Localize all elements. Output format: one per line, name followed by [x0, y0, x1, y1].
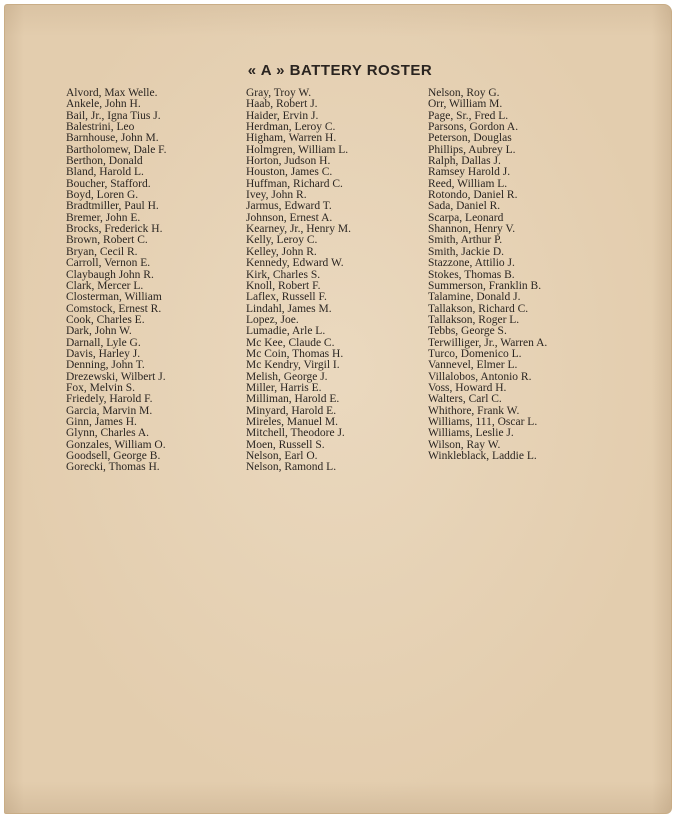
roster-entry: Gray, Troy W. [246, 87, 312, 99]
roster-entry: Higham, Warren H. [246, 132, 337, 145]
roster-entry: Rotondo, Daniel R. [428, 189, 518, 202]
roster-entry: Villalobos, Antonio R. [428, 370, 532, 383]
roster-column-3 [428, 88, 547, 462]
roster-entry: Ankele, John H. [66, 98, 141, 111]
roster-entry: Sada, Daniel R. [428, 200, 501, 213]
roster-entry: Darnall, Lyle G. [66, 336, 141, 349]
roster-entry: Kearney, Jr., Henry M. [246, 223, 351, 236]
roster-entry: Alvord, Max Welle. [66, 87, 158, 99]
roster-entry: Horton, Judson H. [246, 155, 331, 168]
roster-entry: Jarmus, Edward T. [246, 200, 332, 213]
roster-entry: Holmgren, William L. [246, 143, 349, 156]
roster-entry: Huffman, Richard C. [246, 177, 343, 190]
roster-entry: Milliman, Harold E. [246, 393, 340, 406]
roster-entry: Boyd, Loren G. [66, 189, 139, 202]
roster-entry: Bail, Jr., Igna Tius J. [66, 109, 161, 122]
roster-entry: Talamine, Donald J. [428, 291, 521, 304]
roster-entry: Mc Coin, Thomas H. [246, 347, 344, 360]
roster-entry: Mc Kendry, Virgil I. [246, 359, 340, 372]
roster-entry: Nelson, Earl O. [246, 450, 318, 462]
roster-entry: Bryan, Cecil R. [66, 245, 138, 258]
roster-entry: Balestrini, Leo [66, 121, 135, 134]
roster-entry: Carroll, Vernon E. [66, 257, 151, 270]
roster-entry: Comstock, Ernest R. [66, 302, 162, 315]
roster-title: « A » BATTERY ROSTER [247, 62, 433, 79]
roster-entry: Peterson, Douglas [428, 132, 512, 145]
roster-entry: Brown, Robert C. [66, 234, 148, 247]
roster-entry: Stazzone, Attilio J. [428, 257, 515, 270]
roster-entry: Haab, Robert J. [246, 98, 318, 111]
roster-entry: Voss, Howard H. [428, 381, 507, 394]
roster-entry: Ralph, Dallas J. [428, 155, 501, 168]
roster-entry: Johnson, Ernest A. [246, 211, 333, 224]
roster-entry: Brocks, Frederick H. [66, 223, 163, 236]
roster-entry: Nelson, Ramond L. [246, 461, 337, 474]
roster-entry: Parsons, Gordon A. [428, 121, 519, 134]
roster-entry: Ramsey Harold J. [428, 166, 511, 179]
roster-entry: Tallakson, Roger L. [428, 313, 520, 326]
roster-entry: Walters, Carl C. [428, 393, 502, 406]
roster-entry: Melish, George J. [246, 370, 328, 383]
roster-entry: Page, Sr., Fred L. [428, 109, 509, 122]
roster-entry: Bremer, John E. [66, 211, 141, 224]
roster-entry: Miller, Harris E. [246, 381, 322, 394]
roster-entry: Denning, John T. [66, 359, 145, 372]
roster-entry: Williams, Leslie J. [428, 427, 514, 440]
roster-entry: Ginn, James H. [66, 415, 137, 428]
roster-entry: Winkleblack, Laddie L. [428, 450, 537, 462]
roster-entry: Gonzales, William O. [66, 438, 166, 451]
roster-entry: Mc Kee, Claude C. [246, 336, 335, 349]
roster-entry: Wilson, Ray W. [428, 438, 501, 451]
roster-entry: Moen, Russell S. [246, 438, 325, 451]
roster-column-2 [246, 88, 351, 474]
roster-entry: Garcia, Marvin M. [66, 404, 153, 417]
roster-entry: Phillips, Aubrey L. [428, 143, 516, 156]
roster-entry: Closterman, William [66, 291, 162, 304]
roster-entry: Clark, Mercer L. [66, 279, 144, 292]
roster-entry: Cook, Charles E. [66, 313, 145, 326]
roster-entry: Knoll, Robert F. [246, 279, 321, 292]
roster-entry: Claybaugh John R. [66, 268, 154, 281]
roster-entry: Haider, Ervin J. [246, 109, 319, 122]
roster-entry: Tebbs, George S. [428, 325, 507, 338]
roster-entry: Bartholomew, Dale F. [66, 143, 167, 156]
roster-entry: Whithore, Frank W. [428, 404, 520, 417]
roster-entry: Mitchell, Theodore J. [246, 427, 345, 440]
roster-entry: Boucher, Stafford. [66, 177, 151, 190]
roster-entry: Ivey, John R. [246, 189, 307, 202]
roster-entry: Minyard, Harold E. [246, 404, 337, 417]
roster-entry: Fox, Melvin S. [66, 381, 136, 394]
roster-entry: Lopez, Joe. [246, 313, 299, 326]
roster-entry: Turco, Domenico L. [428, 347, 522, 360]
roster-entry: Stokes, Thomas B. [428, 268, 515, 281]
roster-entry: Barnhouse, John M. [66, 132, 159, 145]
roster-entry: Mireles, Manuel M. [246, 415, 338, 428]
roster-entry: Terwilliger, Jr., Warren A. [428, 336, 548, 349]
roster-entry: Dark, John W. [66, 325, 132, 338]
roster-entry: Drezewski, Wilbert J. [66, 370, 166, 383]
roster-entry: Kennedy, Edward W. [246, 257, 344, 270]
roster-entry: Scarpa, Leonard [428, 211, 504, 224]
roster-entry: Williams, 111, Oscar L. [428, 415, 538, 428]
roster-entry: Berthon, Donald [66, 155, 143, 168]
roster-entry: Gorecki, Thomas H. [66, 461, 160, 474]
roster-entry: Tallakson, Richard C. [428, 302, 529, 315]
roster-entry: Glynn, Charles A. [66, 427, 150, 440]
roster-entry: Kelly, Leroy C. [246, 234, 318, 247]
roster-entry: Smith, Jackie D. [428, 245, 505, 258]
roster-column-1 [66, 88, 167, 474]
roster-entry: Vannevel, Elmer L. [428, 359, 518, 372]
roster-entry: Herdman, Leroy C. [246, 121, 336, 134]
roster-entry: Friedely, Harold F. [66, 393, 153, 406]
roster-entry: Kirk, Charles S. [246, 268, 321, 281]
roster-entry: Houston, James C. [246, 166, 333, 179]
roster-entry: Shannon, Henry V. [428, 223, 516, 236]
roster-entry: Smith, Arthur P. [428, 234, 503, 247]
roster-entry: Orr, William M. [428, 98, 503, 111]
roster-entry: Kelley, John R. [246, 245, 317, 258]
roster-entry: Lumadie, Arle L. [246, 325, 326, 338]
roster-entry: Davis, Harley J. [66, 347, 141, 360]
roster-entry: Bradtmiller, Paul H. [66, 200, 159, 213]
roster-entry: Goodsell, George B. [66, 450, 161, 462]
roster-entry: Bland, Harold L. [66, 166, 144, 179]
roster-entry: Reed, William L. [428, 177, 508, 190]
roster-entry: Laflex, Russell F. [246, 291, 327, 304]
roster-entry: Lindahl, James M. [246, 302, 332, 315]
roster-entry: Nelson, Roy G. [428, 87, 500, 99]
roster-entry: Summerson, Franklin B. [428, 279, 542, 292]
